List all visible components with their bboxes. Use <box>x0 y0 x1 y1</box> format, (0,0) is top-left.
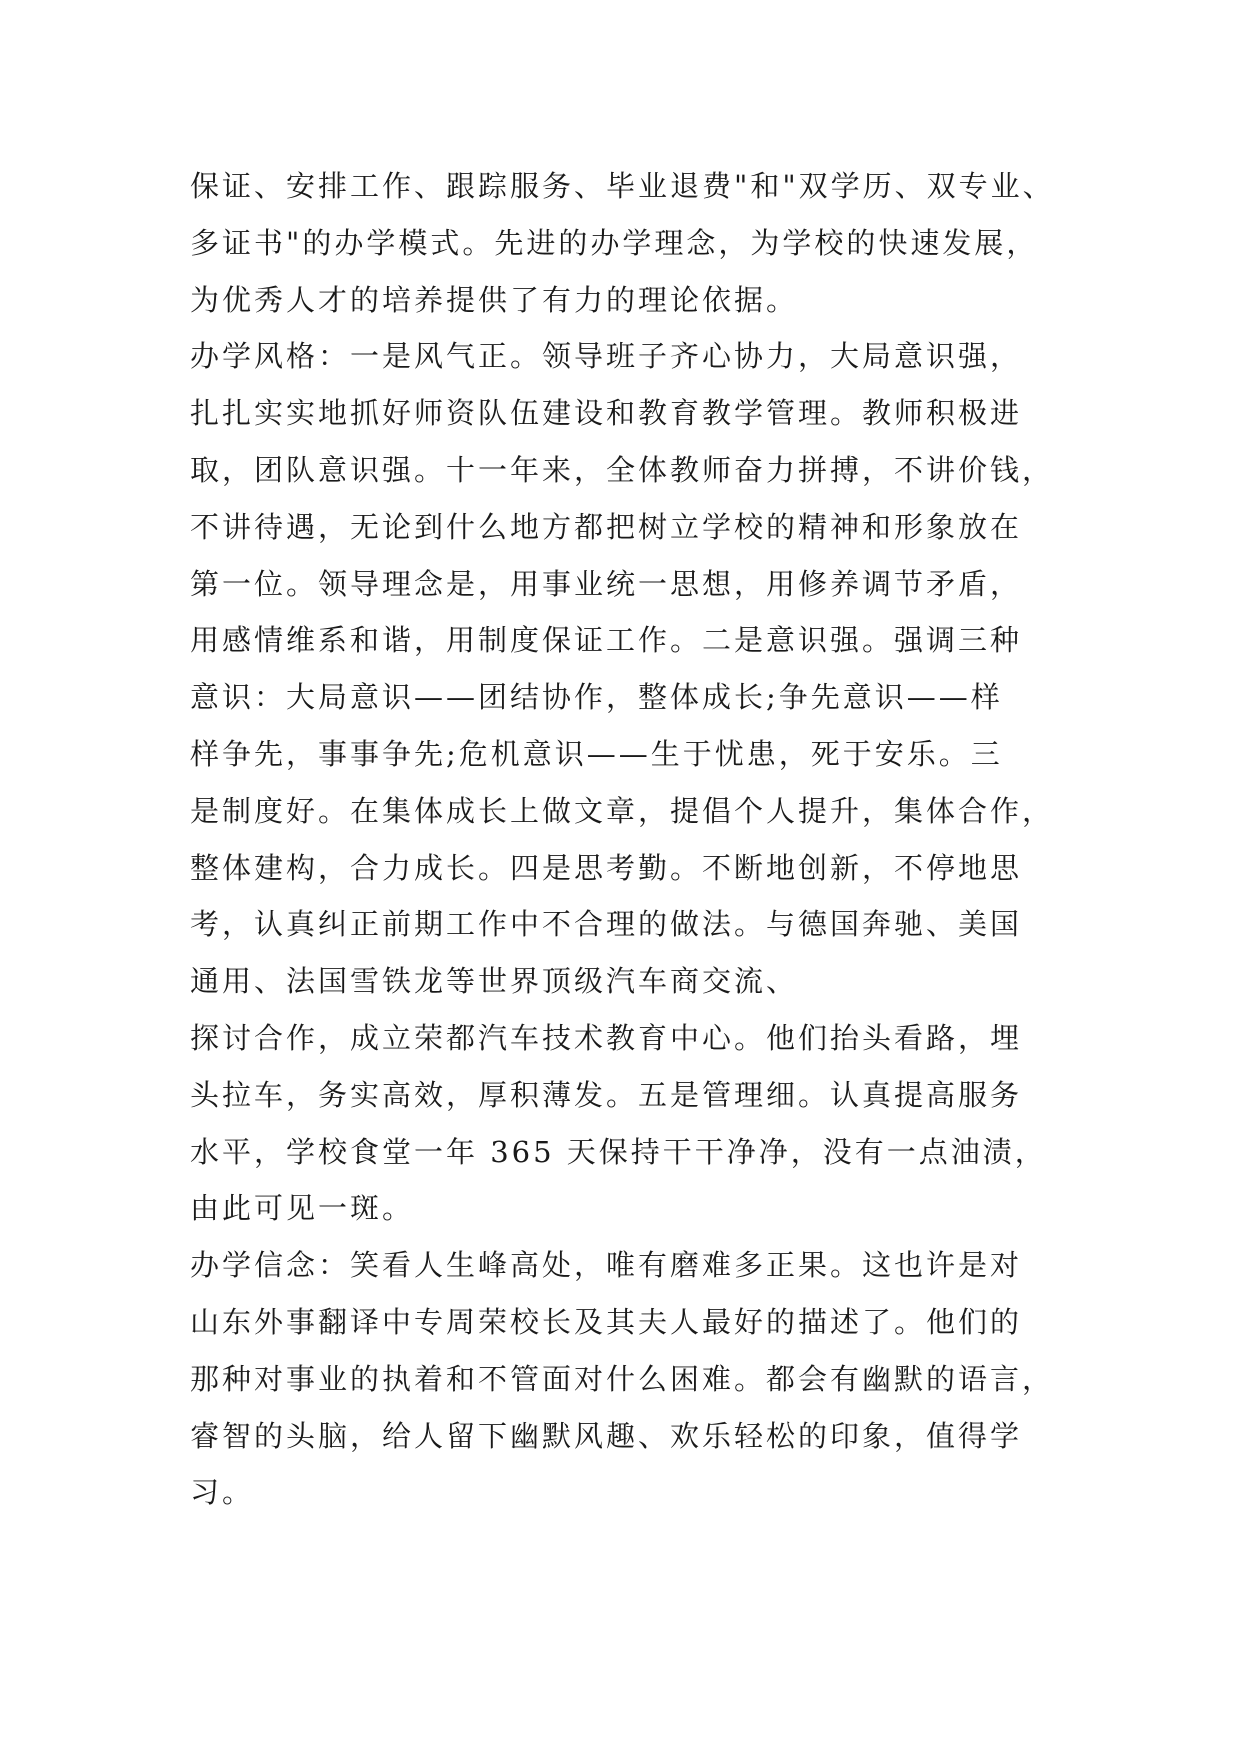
text-line: 办学信念：笑看人生峰高处，唯有磨难多正果。这也许是对 <box>190 1248 1023 1283</box>
text-line: 保证、安排工作、跟踪服务、毕业退费"和"双学历、双专业、 <box>190 169 1055 203</box>
text-line: 水平，学校食堂一年 365 天保持干干净净，没有一点油渍， <box>190 1134 1047 1169</box>
text-line: 多证书"的办学模式。先进的办学理念，为学校的快速发展， <box>190 225 1039 260</box>
text-line: 通用、法国雪铁龙等世界顶级汽车商交流、 <box>190 964 799 999</box>
text-line: 不讲待遇，无论到什么地方都把树立学校的精神和形象放在 <box>190 509 1023 544</box>
text-line: 由此可见一斑。 <box>190 1191 415 1226</box>
text-line: 整体建构，合力成长。四是思考勤。不断地创新，不停地思 <box>190 850 1023 885</box>
text-line: 山东外事翻译中专周荣校长及其夫人最好的描述了。他们的 <box>190 1304 1023 1339</box>
text-line: 意识：大局意识——团结协作，整体成长;争先意识——样 <box>190 680 1003 715</box>
text-line: 取，团队意识强。十一年来，全体教师奋力拼搏，不讲价钱， <box>190 452 1055 487</box>
text-line: 考，认真纠正前期工作中不合理的做法。与德国奔驰、美国 <box>190 907 1023 942</box>
text-line: 第一位。领导理念是，用事业统一思想，用修养调节矛盾， <box>190 566 1023 601</box>
text-line: 头拉车，务实高效，厚积薄发。五是管理细。认真提高服务 <box>190 1077 1023 1112</box>
body-text <box>190 158 1070 1521</box>
text-line: 办学风格：一是风气正。领导班子齐心协力，大局意识强， <box>190 339 1023 374</box>
text-line: 扎扎实实地抓好师资队伍建设和教育教学管理。教师积极进 <box>190 396 1023 431</box>
text-line: 睿智的头脑，给人留下幽默风趣、欢乐轻松的印象，值得学 <box>190 1418 1023 1453</box>
text-line: 是制度好。在集体成长上做文章，提倡个人提升，集体合作， <box>190 793 1055 828</box>
text-line: 样争先，事事争先;危机意识——生于忧患，死于安乐。三 <box>190 736 1003 771</box>
text-line: 用感情维系和谐，用制度保证工作。二是意识强。强调三种 <box>190 623 1023 658</box>
text-line: 探讨合作，成立荣都汽车技术教育中心。他们抬头看路，埋 <box>190 1020 1023 1055</box>
text-line: 习。 <box>190 1475 255 1510</box>
text-line: 那种对事业的执着和不管面对什么困难。都会有幽默的语言， <box>190 1361 1055 1396</box>
text-line: 为优秀人才的培养提供了有力的理论依据。 <box>190 282 799 317</box>
